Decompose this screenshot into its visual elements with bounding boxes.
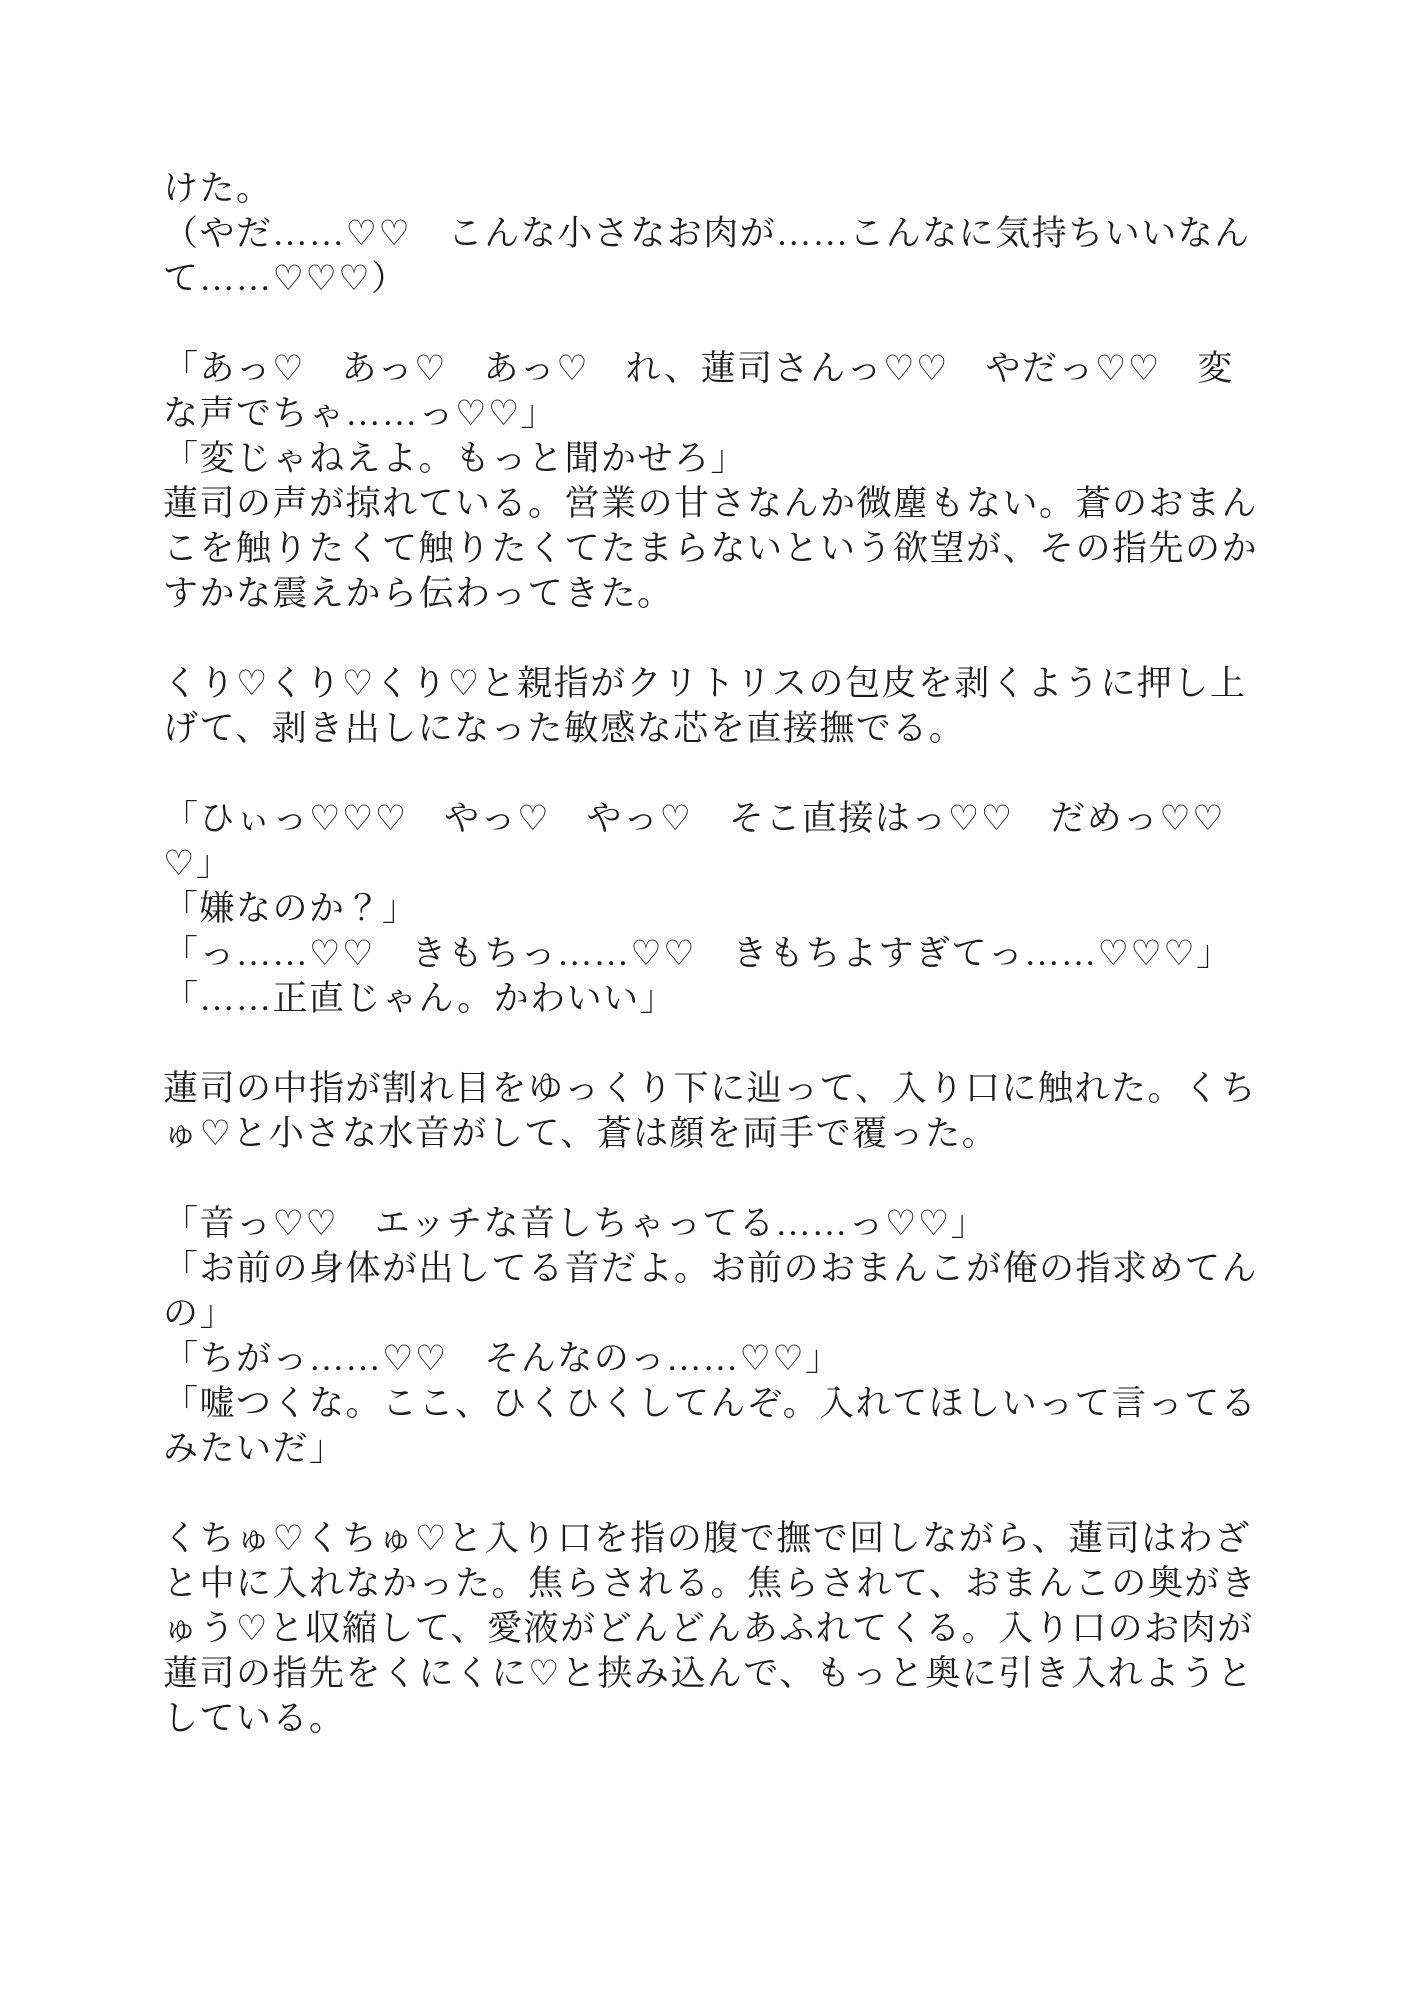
text-line: 「あっ♡ あっ♡ あっ♡ れ、蓮司さんっ♡♡ やだっ♡♡ 変 — [163, 349, 1234, 388]
text-line: こを触りたくて触りたくてたまらないという欲望が、その指先のか — [163, 529, 1259, 568]
text-line: ゅう♡と収縮して、愛液がどんどんあふれてくる。入り口のお肉が — [163, 1609, 1254, 1648]
paragraph — [163, 1516, 1273, 1741]
text-line: 「ちがっ……♡♡ そんなのっ……♡♡」 — [163, 1339, 842, 1378]
text-line: の」 — [163, 1294, 237, 1333]
text-line: 「お前の身体が出してる音だよ。お前のおまんこが俺の指求めてん — [163, 1249, 1259, 1288]
text-line: 「ひぃっ♡♡♡ やっ♡ やっ♡ そこ直接はっ♡♡ だめっ♡♡ — [163, 799, 1226, 838]
text-line: 「嫌なのか？」 — [163, 889, 419, 928]
text-line: ゅ♡と小さな水音がして、蒼は顔を両手で覆った。 — [163, 1114, 999, 1153]
text-line: 「嘘つくな。ここ、ひくひくしてんぞ。入れてほしいって言ってる — [163, 1384, 1258, 1423]
text-line: 「変じゃねえよ。もっと聞かせろ」 — [163, 439, 748, 478]
text-line: て……♡♡♡） — [163, 259, 408, 298]
text-line: けた。 — [163, 169, 273, 208]
text-line: くり♡くり♡くり♡と親指がクリトリスの包皮を剥くように押し上 — [163, 664, 1247, 703]
text-line: 蓮司の声が掠れている。営業の甘さなんか微塵もない。蒼のおまん — [163, 484, 1259, 523]
text-line: 蓮司の指先をくにくに♡と挟み込んで、もっと奥に引き入れようと — [163, 1654, 1254, 1693]
text-line: 蓮司の中指が割れ目をゆっくり下に辿って、入り口に触れた。くち — [163, 1069, 1257, 1108]
text-line: みたいだ」 — [163, 1429, 346, 1468]
text-line: 「……正直じゃん。かわいい」 — [163, 979, 677, 1018]
paragraph — [163, 661, 1273, 751]
text-line: ♡」 — [163, 844, 233, 883]
paragraph — [163, 796, 1273, 1021]
text-line: くちゅ♡くちゅ♡と入り口を指の腹で撫で回しながら、蓮司はわざ — [163, 1519, 1251, 1558]
text-line: （やだ……♡♡ こんな小さなお肉が……こんなに気持ちいいなん — [163, 214, 1251, 253]
body-text — [163, 166, 1273, 1741]
text-line: している。 — [163, 1699, 346, 1738]
paragraph — [163, 1201, 1273, 1471]
text-line: げて、剥き出しになった敏感な芯を直接撫でる。 — [163, 709, 966, 748]
paragraph — [163, 346, 1273, 616]
paragraph — [163, 166, 1273, 301]
text-line: 「音っ♡♡ エッチな音しちゃってる……っ♡♡」 — [163, 1204, 988, 1243]
text-line: と中に入れなかった。焦らされる。焦らされて、おまんこの奥がき — [163, 1564, 1258, 1603]
paragraph — [163, 1066, 1273, 1156]
text-line: 「っ……♡♡ きもちっ……♡♡ きもちよすぎてっ……♡♡♡」 — [163, 934, 1233, 973]
text-line: すかな震えから伝わってきた。 — [163, 574, 674, 613]
text-line: な声でちゃ……っ♡♡」 — [163, 394, 558, 433]
